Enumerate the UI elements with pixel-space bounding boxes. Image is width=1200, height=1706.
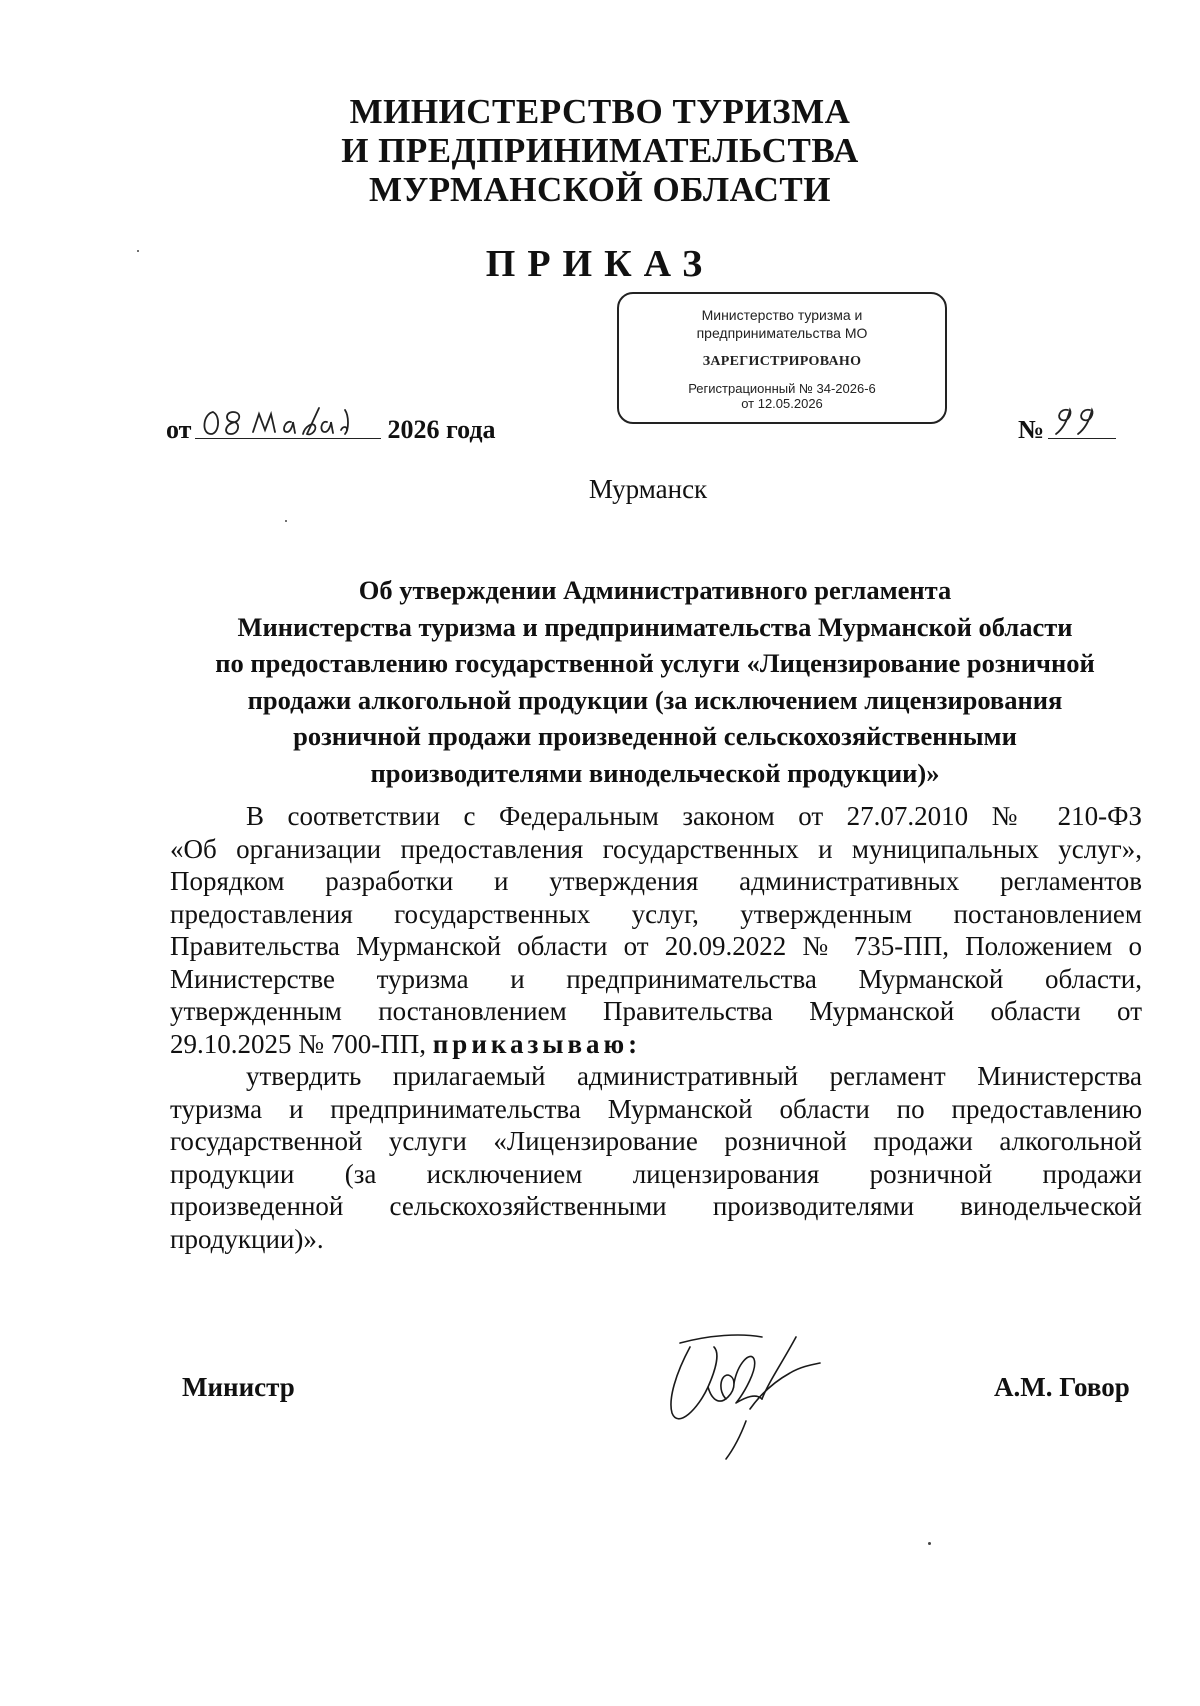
paragraph-decision	[170, 1060, 1142, 1255]
title-line: розничной продажи произведенной сельскохозяйственными	[293, 721, 1017, 751]
scan-speck	[285, 520, 287, 522]
title-line: производителями винодельческой продукции)»	[370, 757, 940, 788]
order-directive: приказываю:	[432, 1028, 642, 1059]
body-line: Правительства Мурманской области от 20.09.2022 № 735-ПП, Положением о	[170, 931, 1142, 961]
stamp-reg-number: Регистрационный № 34-2026-6	[688, 381, 876, 396]
number-prefix: №	[1018, 415, 1045, 444]
body-line: туризма и предпринимательства Мурманской области по предоставлению	[170, 1093, 1142, 1124]
registration-stamp	[617, 292, 947, 424]
stamp-reg-date: от 12.05.2026	[741, 396, 823, 411]
body-line: произведенной сельскохозяйственными производителями винодельческой	[170, 1191, 1142, 1221]
title-line: по предоставлению государственной услуги «Лицензирование розничной	[215, 648, 1095, 678]
body-line: В соответствии с Федеральным законом от 27.07.2010 № 210-ФЗ	[246, 801, 1142, 831]
body-line: Порядком разработки и утверждения административных регламентов	[170, 866, 1142, 896]
order-title	[0, 572, 1200, 791]
stamp-status: ЗАРЕГИСТРИРОВАНО	[702, 354, 862, 369]
body-line: утвержденным постановлением Правительства Мурманской области от	[170, 996, 1142, 1026]
order-date-line	[166, 404, 496, 445]
body-line-text: 29.10.2025 № 700-ПП,	[170, 1028, 433, 1059]
body-line: утвердить прилагаемый административный регламент Министерства	[246, 1061, 1142, 1091]
stamp-reg-info	[619, 381, 945, 411]
ministry-header	[0, 92, 1200, 209]
body-line: «Об организации предоставления государственных и муниципальных услуг»,	[170, 833, 1142, 864]
title-line: Об утверждении Административного регламента	[358, 575, 952, 605]
stamp-org-line-2: предпринимательства МО	[696, 325, 868, 341]
body-line: Министерстве туризма и предпринимательства Мурманской области,	[170, 963, 1142, 994]
body-line: предоставления государственных услуг, утвержденным постановлением	[170, 898, 1142, 929]
title-line: продажи алкогольной продукции (за исключением лицензирования	[247, 684, 1063, 715]
stamp-org-line-1: Министерство туризма и	[701, 307, 863, 323]
signatory-name: А.М. Говор	[994, 1372, 1130, 1402]
date-prefix: от	[166, 415, 192, 444]
body-line: государственной услуги «Лицензирование розничной продажи алкогольной	[170, 1126, 1142, 1156]
body-line-last: продукции)».	[170, 1223, 324, 1254]
order-body	[170, 800, 1142, 1255]
paragraph-legal-basis	[170, 800, 1142, 1060]
ministry-line-1: МИНИСТЕРСТВО ТУРИЗМА	[349, 92, 851, 131]
order-number-line	[1018, 404, 1116, 445]
handwritten-number-field	[1048, 404, 1116, 439]
scan-speck	[928, 1542, 931, 1545]
handwritten-date-glyph	[195, 400, 381, 440]
handwritten-date-field	[195, 404, 381, 439]
city-name: Мурманск	[588, 474, 708, 504]
handwritten-number-glyph	[1050, 400, 1114, 440]
scan-speck	[137, 250, 139, 252]
ministry-line-2: И ПРЕДПРИНИМАТЕЛЬСТВА	[341, 131, 859, 170]
body-line: продукции (за исключением лицензирования розничной продажи	[170, 1158, 1142, 1189]
body-line-last	[170, 1028, 1142, 1061]
signatory-position: Министр	[182, 1372, 295, 1402]
stamp-org	[619, 306, 945, 342]
ministry-line-3: МУРМАНСКОЙ ОБЛАСТИ	[369, 170, 831, 209]
date-year: 2026 года	[387, 415, 496, 444]
doc-type-heading: ПРИКАЗ	[485, 243, 715, 285]
handwritten-signature	[650, 1313, 830, 1463]
title-line: Министерства туризма и предпринимательства Мурманской области	[237, 611, 1073, 642]
